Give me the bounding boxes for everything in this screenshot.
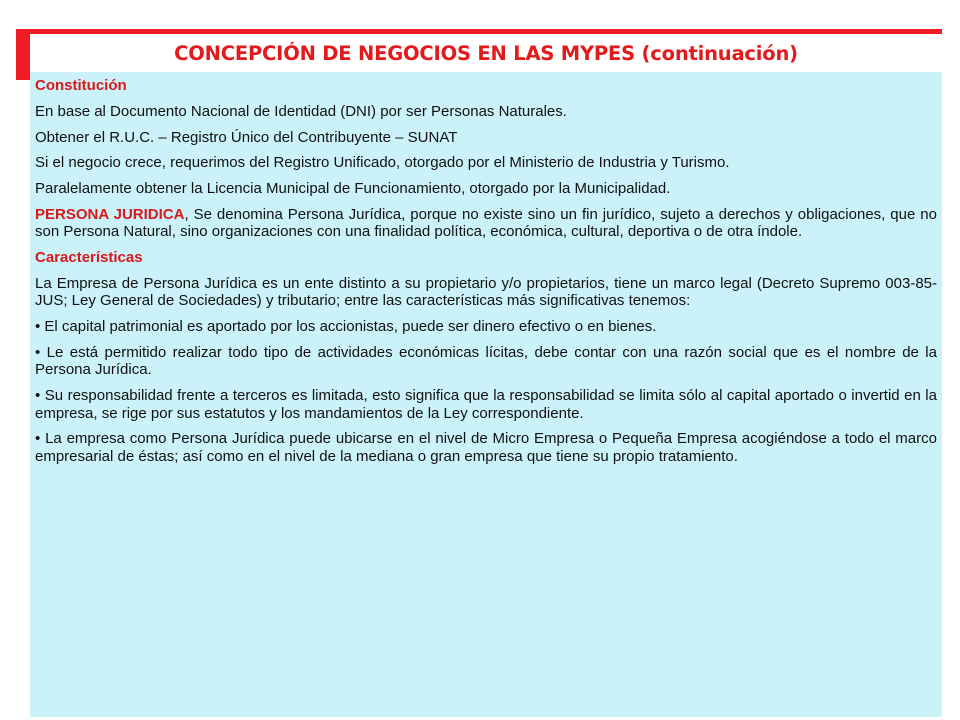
content-panel: [30, 72, 942, 717]
title-bar-accent: [16, 76, 30, 80]
persona-juridica-term: PERSONA JURIDICA: [35, 205, 185, 223]
title-box: [30, 34, 942, 72]
slide-title: CONCEPCIÓN DE NEGOCIOS EN LAS MYPES (continuación): [174, 41, 798, 65]
constitucion-heading: Constitución: [35, 77, 127, 94]
persona-juridica-definition: , Se denomina Persona Jurídica, porque no existe sino un fin jurídico, sujeto a derechos y obligaciones, que no son Persona Natural, sino organizaciones con una finalidad política, económica, cultural, deportiva o de otra índole.: [35, 205, 937, 241]
constitucion-item-licencia: Paralelamente obtener la Licencia Municipal de Funcionamiento, otorgado por la Municipalidad.: [35, 180, 671, 198]
persona-juridica-paragraph: [35, 206, 937, 241]
constitucion-item-dni: En base al Documento Nacional de Identidad (DNI) por ser Personas Naturales.: [35, 102, 567, 120]
bullet-niveles: • La empresa como Persona Jurídica puede ubicarse en el nivel de Micro Empresa o Pequeña Empresa acogiéndose a todo el marco empresarial de éstas; así como en el nivel de la mediana o gran empresa que tiene su propio tratamiento.: [35, 430, 937, 465]
bullet-actividades: • Le está permitido realizar todo tipo de actividades económicas lícitas, debe contar con una razón social que es el nombre de la Persona Jurídica.: [35, 343, 937, 379]
caracteristicas-heading: Características: [35, 249, 143, 267]
constitucion-item-ruc: Obtener el R.U.C. – Registro Único del Contribuyente – SUNAT: [35, 128, 458, 146]
constitucion-item-registro: Si el negocio crece, requerimos del Registro Unificado, otorgado por el Ministerio de Industria y Turismo.: [35, 154, 730, 172]
bullet-capital: • El capital patrimonial es aportado por los accionistas, puede ser dinero efectivo o en bienes.: [35, 318, 657, 336]
caracteristicas-intro: La Empresa de Persona Jurídica es un ente distinto a su propietario y/o propietarios, tiene un marco legal (Decreto Supremo 003-85-JUS; Ley General de Sociedades) y tributario; entre las características más significativas tenemos:: [35, 274, 937, 310]
bullet-responsabilidad: • Su responsabilidad frente a terceros es limitada, esto significa que la responsabilidad se limita sólo al capital aportado o invertid en la empresa, se rige por sus estatutos y los mandamientos de la Ley correspondiente.: [35, 387, 937, 422]
